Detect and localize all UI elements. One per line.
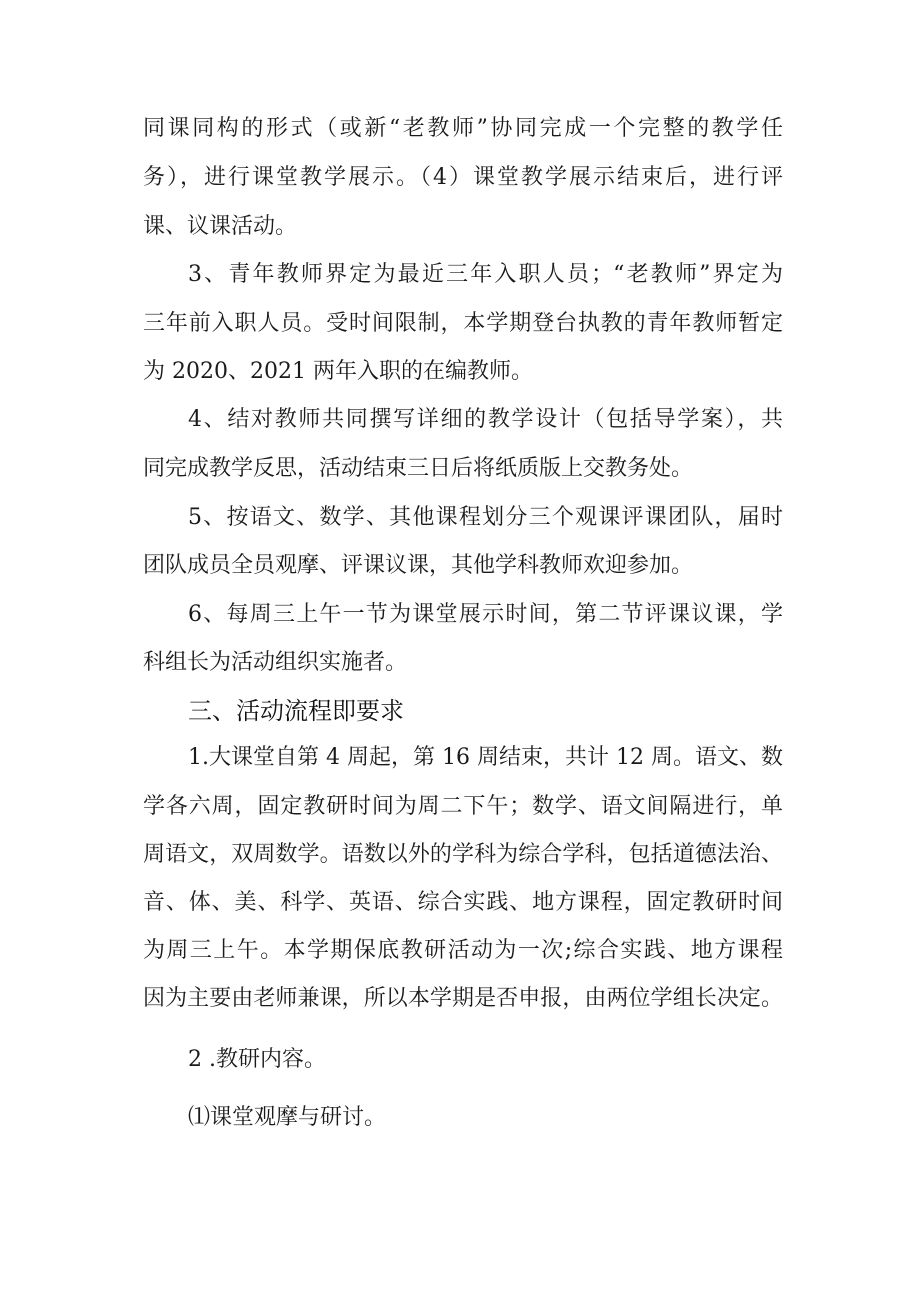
item-6-line-1: 6、每周三上午一节为课堂展示时间，第二节评课议课，学 — [188, 602, 783, 627]
item-5-line-2: 团队成员全员观摩、评课议课，其他学科教师欢迎参加。 — [143, 553, 694, 578]
item-4-line-1: 4、结对教师共同撰写详细的教学设计（包括导学案），共 — [188, 407, 783, 432]
item-5-line-1: 5、按语文、数学、其他课程划分三个观课评课团队，届时 — [188, 505, 783, 530]
paragraph-cont-line-1: 同课同构的形式（或新“老教师”协同完成一个完整的教学任 — [143, 116, 783, 141]
section-item-1-line-4: 音、体、美、科学、英语、综合实践、地方课程，固定教研时间 — [143, 890, 783, 915]
section-item-1-line-6: 因为主要由老师兼课，所以本学期是否申报，由两位学组长决定。 — [143, 986, 783, 1011]
section-item-1-line-1: 1.大课堂自第 4 周起，第 16 周结束，共计 12 周。语文、数 — [188, 745, 783, 770]
item-3-line-3: 为 2020、2021 两年入职的在编教师。 — [143, 359, 533, 384]
item-4-line-2: 同完成教学反思，活动结束三日后将纸质版上交教务处。 — [143, 456, 694, 481]
section-item-1-line-2: 学各六周，固定教研时间为周二下午；数学、语文间隔进行，单 — [143, 794, 783, 819]
paragraph-cont-line-2: 务），进行课堂教学展示。（4）课堂教学展示结束后，进行评 — [143, 165, 783, 190]
section-item-3: ⑴课堂观摩与研讨。 — [188, 1105, 387, 1130]
section-item-1-line-5: 为周三上午。本学期保底教研活动为一次;综合实践、地方课程 — [143, 938, 783, 963]
section-heading: 三、活动流程即要求 — [188, 697, 404, 725]
section-item-1-line-3: 周语文，双周数学。语数以外的学科为综合学科，包括道德法治、 — [143, 842, 783, 867]
section-item-2: 2 .教研内容。 — [188, 1047, 326, 1072]
paragraph-cont-line-3: 课、议课活动。 — [143, 214, 298, 239]
item-3-line-2: 三年前入职人员。受时间限制，本学期登台执教的青年教师暂定 — [143, 311, 783, 336]
item-6-line-2: 科组长为活动组织实施者。 — [143, 650, 408, 675]
item-3-line-1: 3、青年教师界定为最近三年入职人员；“老教师”界定为 — [188, 262, 783, 287]
